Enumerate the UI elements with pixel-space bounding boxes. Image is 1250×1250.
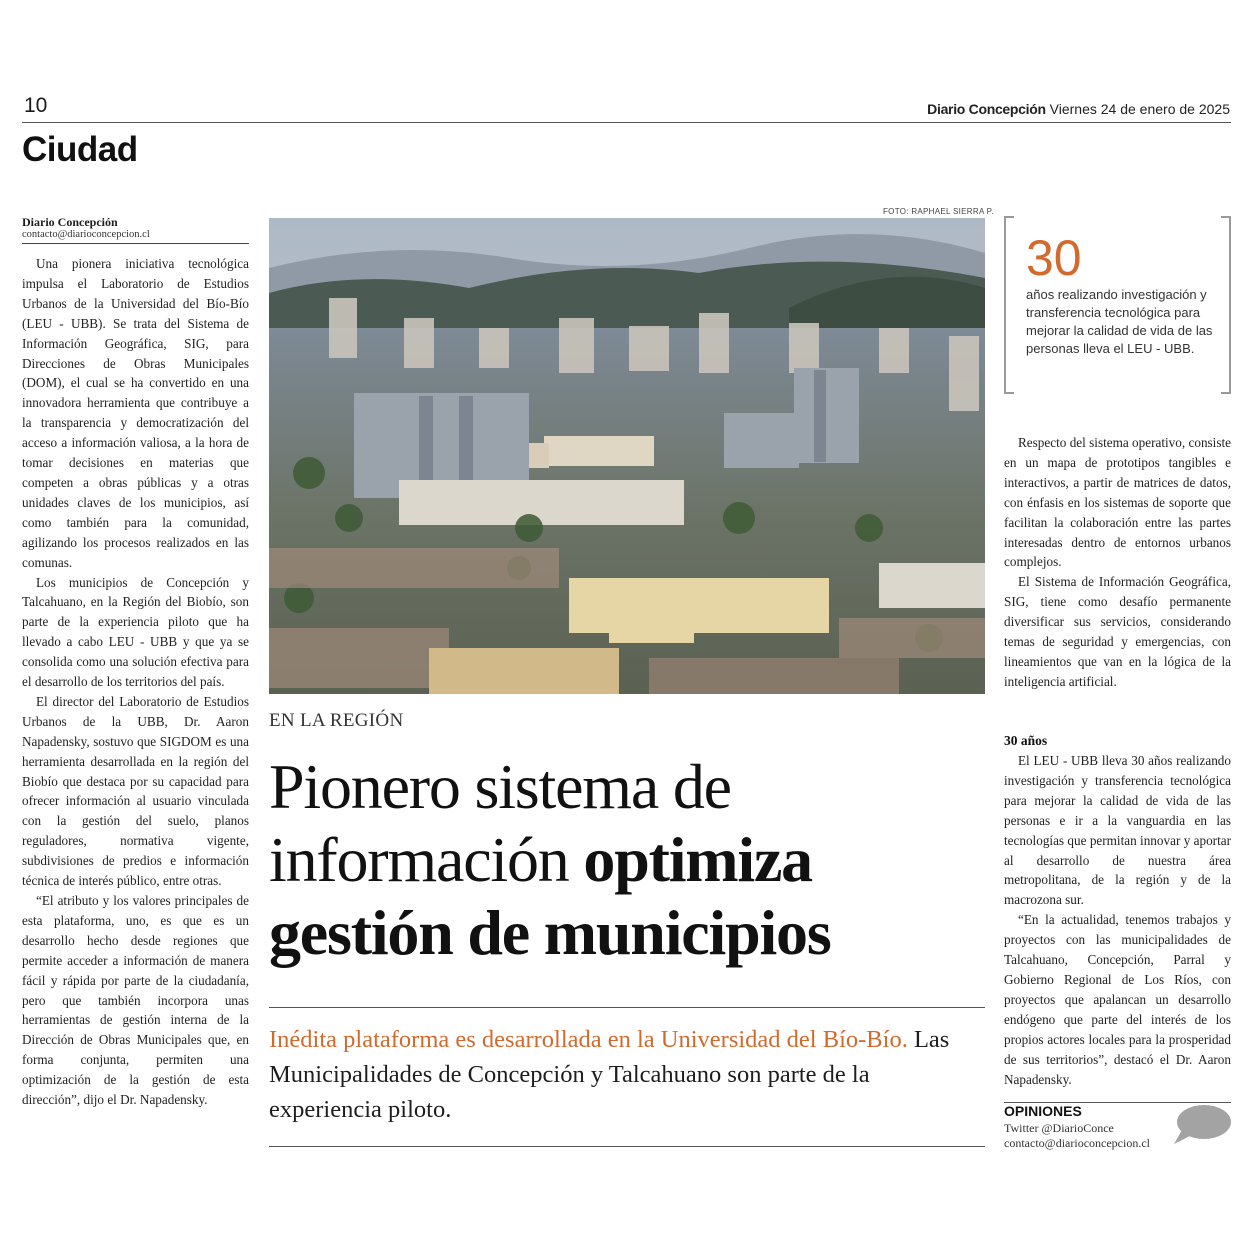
opinions-title: OPINIONES [1004, 1103, 1082, 1119]
issue-date: Viernes 24 de enero de 2025 [1049, 101, 1230, 117]
article-column-3b [1004, 751, 1231, 1089]
byline-email: contacto@diarioconcepcion.cl [22, 229, 150, 240]
byline [22, 216, 249, 241]
headline-line-2-bold: optimiza [583, 824, 812, 895]
deck-rule [269, 1146, 985, 1147]
paragraph: Una pionera iniciativa tecnológica impulsa el Laboratorio de Estudios Urbanos de la Universidad del Bío-Bío (LEU - UBB). Se trata del Sistema de Información Geográfica, SIG, para Direcciones de Obras Municipales (DOM), el cual se ha convertido en una innovadora herramienta que contribuye a la transparencia y democratización del acceso a información valiosa, a la hora de tomar decisiones en materias que competen a obras públicas y a otras unidades claves de los municipios, así como también para la comunidad, agilizando los procesos realizados en las comunas. [22, 256, 249, 570]
paragraph: El director del Laboratorio de Estudios Urbanos de la UBB, Dr. Aaron Napadensky, sostuvo que SIGDOM es una herramienta desarrollada en la región del Biobío que destaca por su capacidad para ofrecer información al usuario vinculada con la gestión del suelo, planos reguladores, normativa vigente, subdivisiones de predios e información técnica de interés público, entre otras. [22, 693, 249, 889]
headline-rule [269, 1007, 985, 1008]
paragraph: El LEU - UBB lleva 30 años realizando investigación y transferencia tecnológica para mejorar la calidad de vida de las personas e ir a la vanguardia en las tecnologías que permitan innovar y aportar al desarrollo de nuestra área metropolitana, de la región y de la macrozona sur. [1004, 753, 1231, 908]
masthead [927, 101, 1230, 117]
deck [269, 1022, 985, 1127]
headline-line-3-bold: gestión de municipios [269, 897, 831, 968]
paper-name: Diario Concepción [927, 101, 1046, 117]
pull-quote-number: 30 [1026, 230, 1082, 286]
headline-line-2 [269, 823, 989, 896]
byline-name: Diario Concepción [22, 215, 118, 229]
page-number: 10 [24, 94, 48, 117]
bracket-left [1004, 216, 1014, 394]
paragraph: El Sistema de Información Geográfica, SIG, tiene como desafío permanente diversificar sus servicios, considerando temas de seguridad y emergencias, con lineamientos que van en la lógica de la inteligencia artificial. [1004, 574, 1231, 689]
opinions-twitter: Twitter @DiarioConce [1004, 1121, 1114, 1135]
section-title: Ciudad [22, 130, 138, 169]
subheading: 30 años [1004, 733, 1048, 748]
article-column-3 [1004, 433, 1231, 692]
pull-quote-text: años realizando investigación y transferencia tecnológica para mejorar la calidad de vida de las personas lleva el LEU - UBB. [1026, 287, 1213, 356]
headline-line-3 [269, 896, 989, 969]
pull-quote-box [1004, 216, 1231, 394]
deck-highlight: Inédita plataforma es desarrollada en la Universidad del Bío-Bío. [269, 1026, 908, 1053]
headline-line-2-regular: información [269, 824, 584, 895]
speech-bubble-icon [1172, 1104, 1232, 1151]
paragraph: Los municipios de Concepción y Talcahuano, en la Región del Biobío, son parte de la experiencia piloto que ha llevado a cabo LEU - UBB y que ya se consolida como una solución efectiva para el desarrollo de los territorios del país. [22, 574, 249, 690]
deck-text: Las Municipalidades de Concepción y Talcahuano son parte de la experiencia piloto. [269, 1026, 950, 1123]
city-photo [269, 218, 985, 694]
headline [269, 750, 989, 969]
paragraph: “El atributo y los valores principales de esta plataforma, uno, es que es un desarrollo hecho desde regiones que permite acceder a información de manera fácil y rápida por parte de la ciudadanía, pero que también incorpora unas herramientas de gestión interna de la Dirección de Obras Municipales que, en forma conjunta, permiten una optimización de la gestión de esta dirección”, dijo el Dr. Napadensky. [22, 893, 249, 1108]
paragraph: Respecto del sistema operativo, consiste en un mapa de prototipos tangibles e interactivos, a partir de matrices de datos, con énfasis en los sistemas de soporte que facilitan la colaboración entre las partes interesadas dentro de entornos urbanos complejos. [1004, 435, 1231, 570]
bracket-right [1221, 216, 1231, 394]
article-column-1 [22, 254, 249, 1110]
opinions-email: contacto@diarioconcepcion.cl [1004, 1136, 1150, 1150]
kicker: EN LA REGIÓN [269, 710, 404, 731]
header-rule [22, 122, 1231, 123]
paragraph: “En la actualidad, tenemos trabajos y proyectos con las municipalidades de Talcahuano, Concepción, Parral y Gobierno Regional de Los Ríos, con proyectos que apalancan un desarrollo endógeno que parte del interés de los propios actores locales para la prosperidad de sus territorios”, destacó el Dr. Aaron Napadensky. [1004, 912, 1231, 1087]
headline-line-1: Pionero sistema de [269, 751, 731, 822]
photo-credit: FOTO: RAPHAEL SIERRA P. [883, 207, 994, 216]
byline-rule [22, 243, 249, 244]
